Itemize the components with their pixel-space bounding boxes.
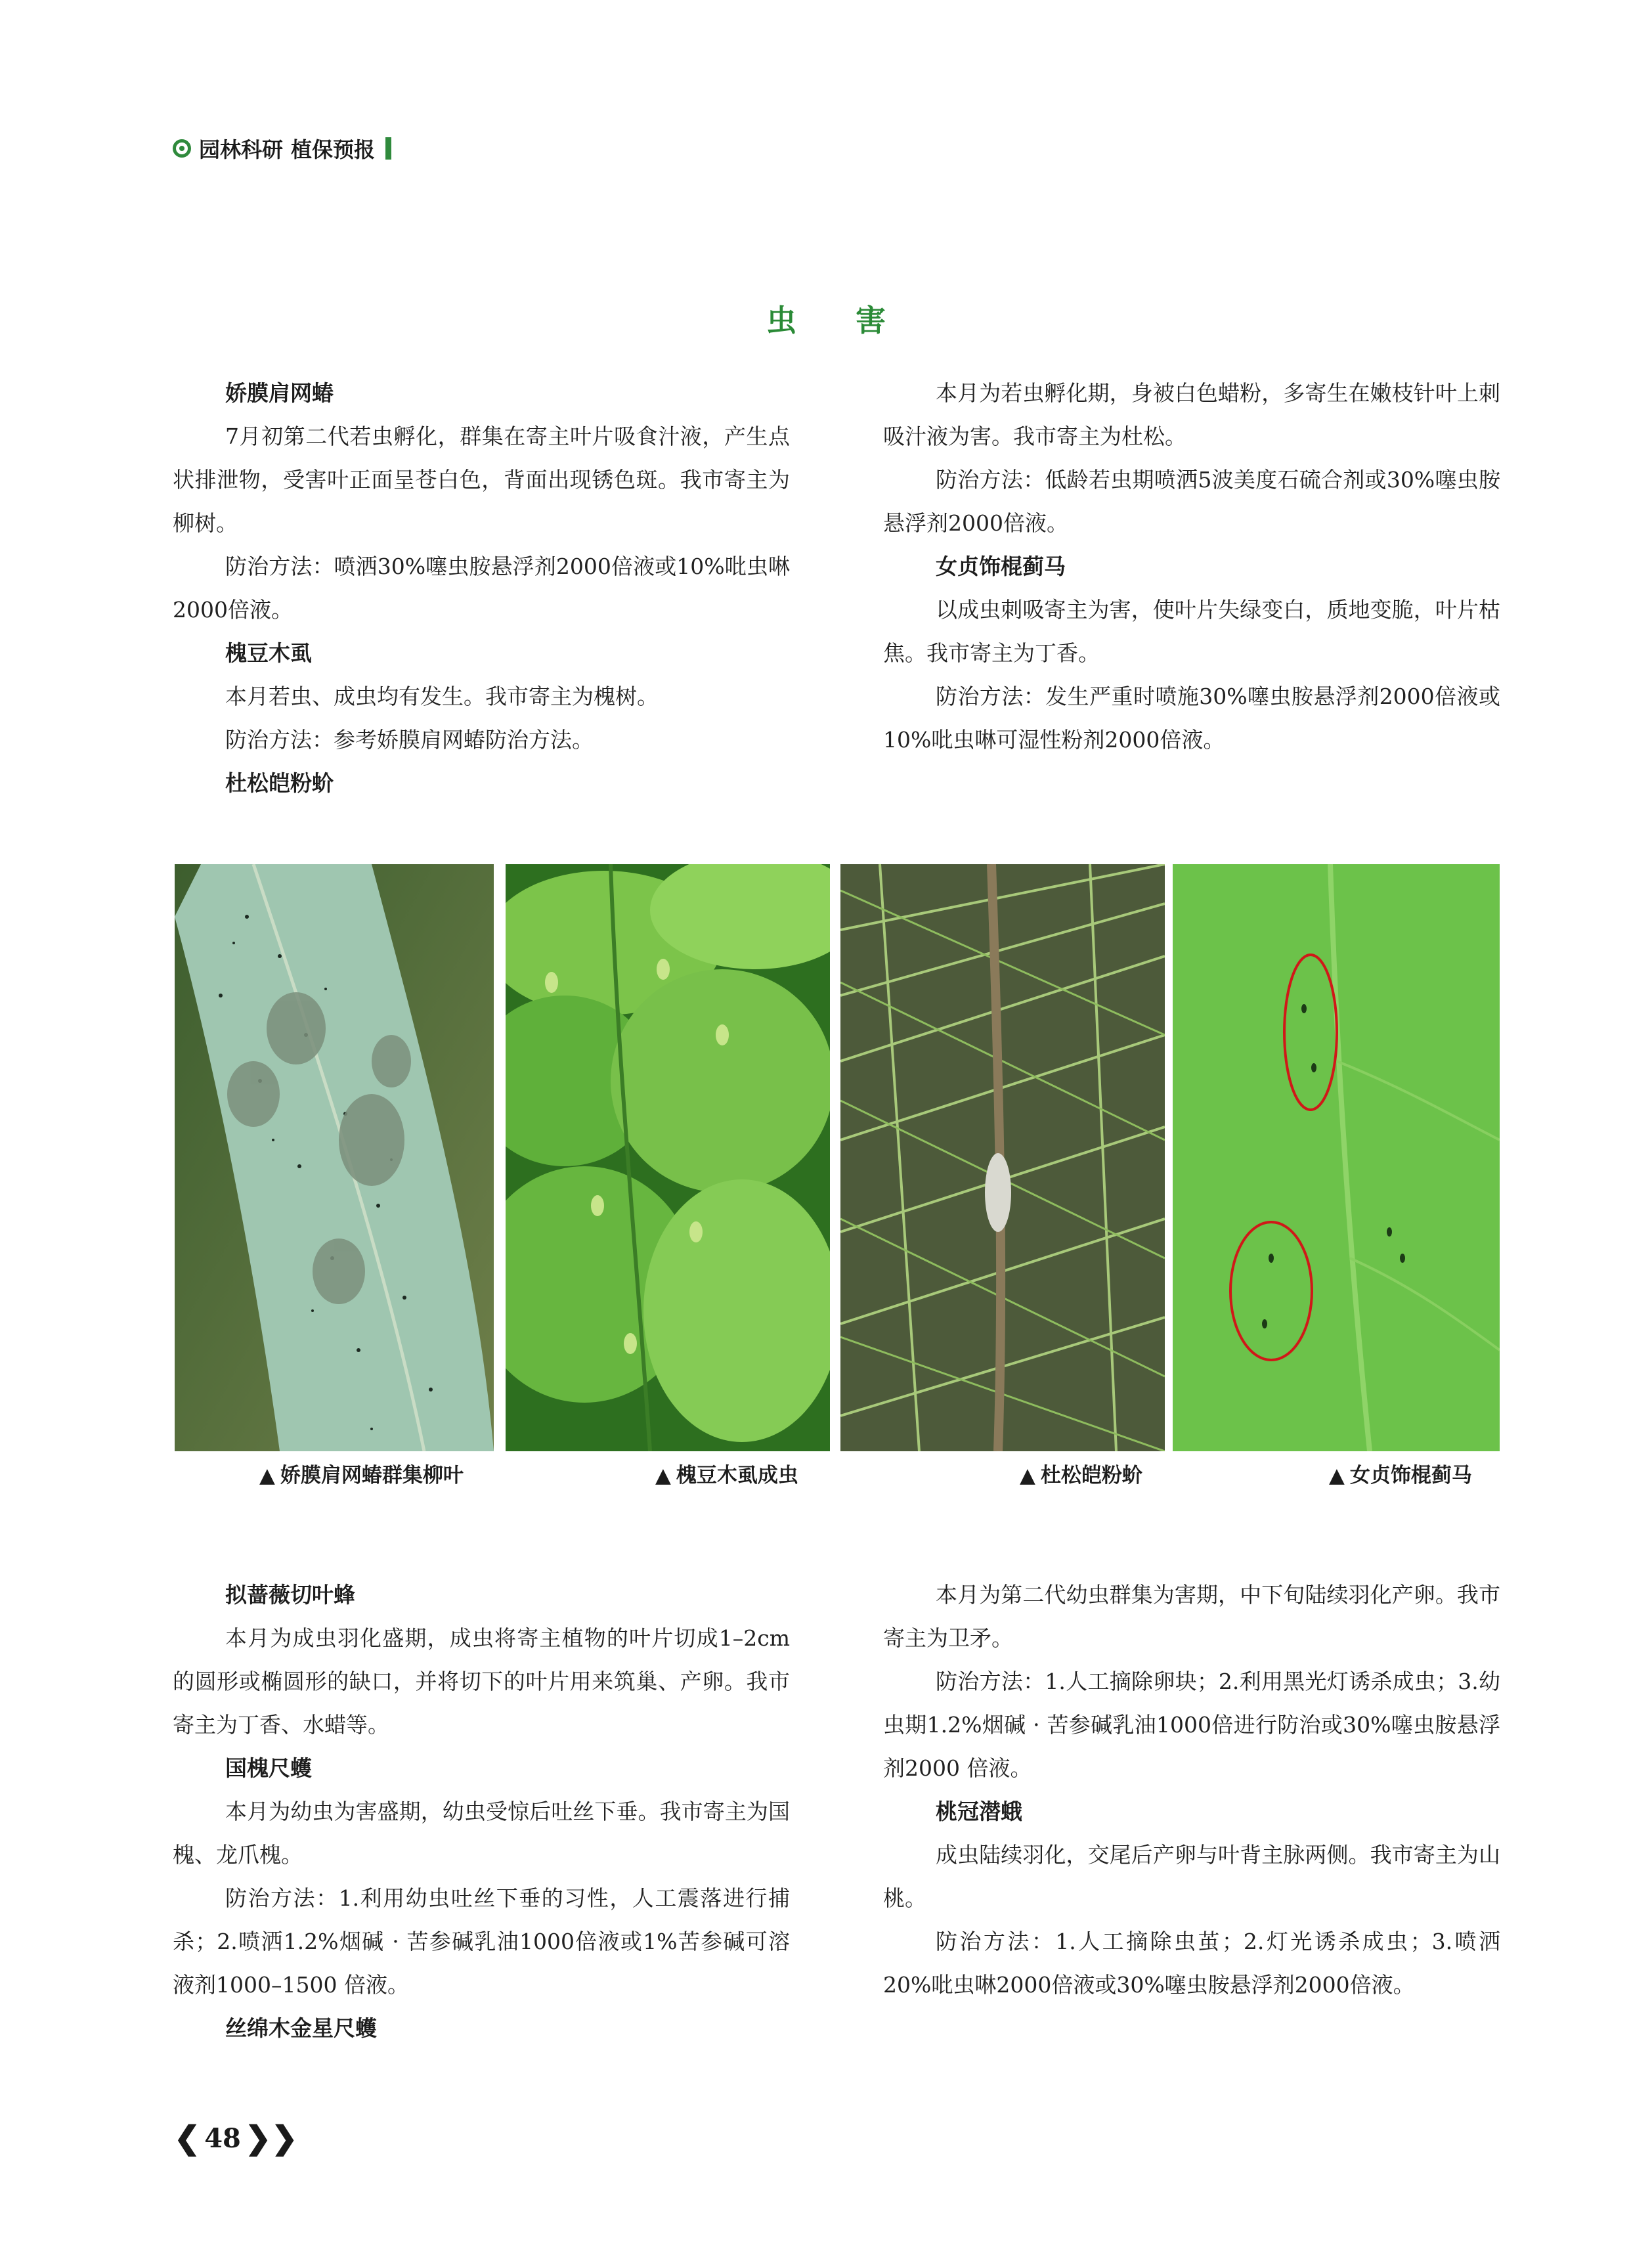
photo-thrips-on-leaf [1173, 864, 1500, 1451]
body-paragraph: 本月为成虫羽化盛期，成虫将寄主植物的叶片切成1–2cm的圆形或椭圆形的缺口，并将切下的叶片用来筑巢、产卵。我市寄主为丁香、水蜡等。 [173, 1625, 790, 1738]
pest-heading: 桃冠潜蛾 [936, 1799, 1022, 1824]
pest-heading: 丝绵木金星尺蠖 [225, 2015, 377, 2041]
body-paragraph: 7月初第二代若虫孵化，群集在寄主叶片吸食汁液，产生点状排泄物，受害叶正面呈苍白色，背面出现锈色斑。我市寄主为柳树。 [173, 424, 790, 536]
body-paragraph: 本月为第二代幼虫群集为害期，中下旬陆续羽化产卵。我市寄主为卫矛。 [883, 1582, 1500, 1651]
body-paragraph: 本月为若虫孵化期，身被白色蜡粉，多寄生在嫩枝针叶上刺吸汁液为害。我市寄主为杜松。 [883, 380, 1500, 449]
top-right-column [883, 372, 1500, 762]
section-title: 虫害 [766, 303, 945, 338]
photo-caption-1: ▲ 娇膜肩网蝽群集柳叶 [259, 1464, 464, 1487]
photo-caption-4: ▲ 女贞饰棍蓟马 [1329, 1464, 1472, 1487]
pest-heading: 拟蔷薇切叶蜂 [225, 1582, 355, 1608]
running-header [173, 130, 391, 167]
header-section: 植保预报 [291, 137, 376, 162]
body-paragraph: 防治方法：低龄若虫期喷洒5波美度石硫合剂或30%噻虫胺悬浮剂2000倍液。 [883, 467, 1500, 536]
top-left-column [173, 372, 790, 805]
triangle-marker-icon: ▲ [259, 1464, 275, 1487]
body-paragraph: 本月若虫、成虫均有发生。我市寄主为槐树。 [225, 684, 659, 709]
triangle-marker-icon: ▲ [655, 1464, 671, 1487]
page-number-value: 48 [204, 2122, 241, 2154]
body-paragraph: 防治方法：发生严重时喷施30%噻虫胺悬浮剂2000倍液或10%吡虫啉可湿性粉剂2000倍液。 [883, 684, 1500, 753]
target-icon [173, 139, 191, 158]
body-paragraph: 防治方法：1.人工摘除卵块；2.利用黑光灯诱杀成虫；3.幼虫期1.2%烟碱 · 苦参碱乳油1000倍进行防治或30%噻虫胺悬浮剂2000 倍液。 [883, 1669, 1500, 1781]
pest-heading: 女贞饰棍蓟马 [936, 554, 1066, 579]
photo-lace-bug-willow-leaf [175, 864, 494, 1451]
body-paragraph: 防治方法：1.利用幼虫吐丝下垂的习性，人工震落进行捕杀；2.喷洒1.2%烟碱 · 苦参碱乳油1000倍液或1%苦参碱可溶液剂1000–1500 倍液。 [173, 1885, 790, 1998]
bottom-left-column [173, 1573, 790, 2050]
header-bar-icon [385, 137, 391, 160]
photo-juniper-mealybug [840, 864, 1165, 1451]
triangle-marker-icon: ▲ [1329, 1464, 1345, 1487]
page-number [174, 2117, 297, 2159]
header-brand: 园林科研 [199, 137, 284, 162]
body-paragraph: 本月为幼虫为害盛期，幼虫受惊后吐丝下垂。我市寄主为国槐、龙爪槐。 [173, 1799, 790, 1868]
body-paragraph: 以成虫刺吸寄主为害，使叶片失绿变白，质地变脆，叶片枯焦。我市寄主为丁香。 [883, 597, 1500, 666]
triangle-marker-icon: ▲ [1020, 1464, 1035, 1487]
photo-psyllid-adults [506, 864, 830, 1451]
double-chevron-left-icon: ❮ [174, 2120, 201, 2157]
pest-heading: 国槐尺蠖 [225, 1755, 312, 1781]
pest-heading: 杜松皑粉蚧 [225, 770, 334, 796]
body-paragraph: 成虫陆续羽化，交尾后产卵与叶背主脉两侧。我市寄主为山桃。 [883, 1842, 1500, 1911]
body-paragraph: 防治方法：参考娇膜肩网蝽防治方法。 [225, 727, 594, 753]
body-paragraph: 防治方法：1.人工摘除虫茧；2.灯光诱杀成虫；3.喷洒20%吡虫啉2000倍液或30%噻虫胺悬浮剂2000倍液。 [883, 1929, 1500, 1998]
double-chevron-right-icon: ❯❯ [244, 2120, 298, 2157]
body-paragraph: 防治方法：喷洒30%噻虫胺悬浮剂2000倍液或10%吡虫啉2000倍液。 [173, 554, 790, 623]
photo-caption-2: ▲ 槐豆木虱成虫 [655, 1464, 798, 1487]
photo-caption-3: ▲ 杜松皑粉蚧 [1020, 1464, 1142, 1487]
pest-heading: 槐豆木虱 [225, 640, 312, 666]
pest-heading: 娇膜肩网蝽 [225, 380, 334, 406]
bottom-right-column [883, 1573, 1500, 2007]
